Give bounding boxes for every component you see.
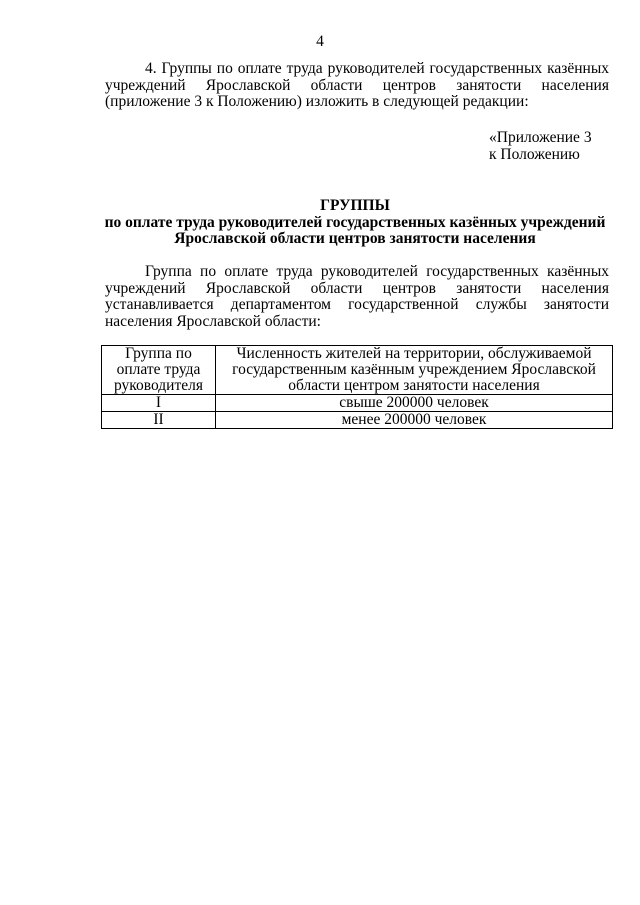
table-row: [102, 395, 613, 412]
group-paragraph: [105, 264, 609, 330]
table-header-group: Группа по оплате труда руководителя: [102, 346, 216, 395]
item-4-paragraph: [105, 61, 609, 111]
appendix-line: «Приложение 3: [489, 129, 592, 146]
paragraph-line: учреждений Ярославской области центров занятости населения: [105, 76, 609, 94]
table-cell-population: свыше 200000 человек: [216, 395, 613, 412]
table-cell-group: I: [102, 395, 216, 412]
paragraph-line: населения Ярославской области:: [105, 312, 321, 330]
table-header-row: [102, 346, 613, 395]
title-line: по оплате труда руководителей государственных казённых учреждений: [104, 213, 606, 231]
paragraph-line: 4. Группы по оплате труда руководителей государственных казённых: [145, 60, 609, 77]
appendix-line: к Положению: [489, 145, 580, 163]
document-title: [100, 198, 610, 248]
table-header-population: Численность жителей на территории, обслуживаемой государственным казённым учреждением Ярославской области центром занятости населения: [216, 346, 613, 395]
table-row: [102, 412, 613, 429]
paragraph-line: (приложение 3 к Положению) изложить в следующей редакции:: [105, 93, 529, 110]
page-number: 4: [316, 33, 324, 50]
table-cell-population: менее 200000 человек: [216, 412, 613, 429]
paragraph-line: Группа по оплате труда руководителей государственных казённых: [145, 263, 609, 280]
paragraph-line: устанавливается департаментом государственной службы занятости: [105, 296, 609, 313]
appendix-reference: [489, 130, 592, 163]
groups-table: [101, 345, 613, 429]
table-cell-group: II: [102, 412, 216, 429]
title-line: Ярославской области центров занятости населения: [174, 230, 536, 247]
title-line: ГРУППЫ: [320, 197, 390, 214]
paragraph-line: учреждений Ярославской области центров занятости населения: [105, 279, 609, 297]
